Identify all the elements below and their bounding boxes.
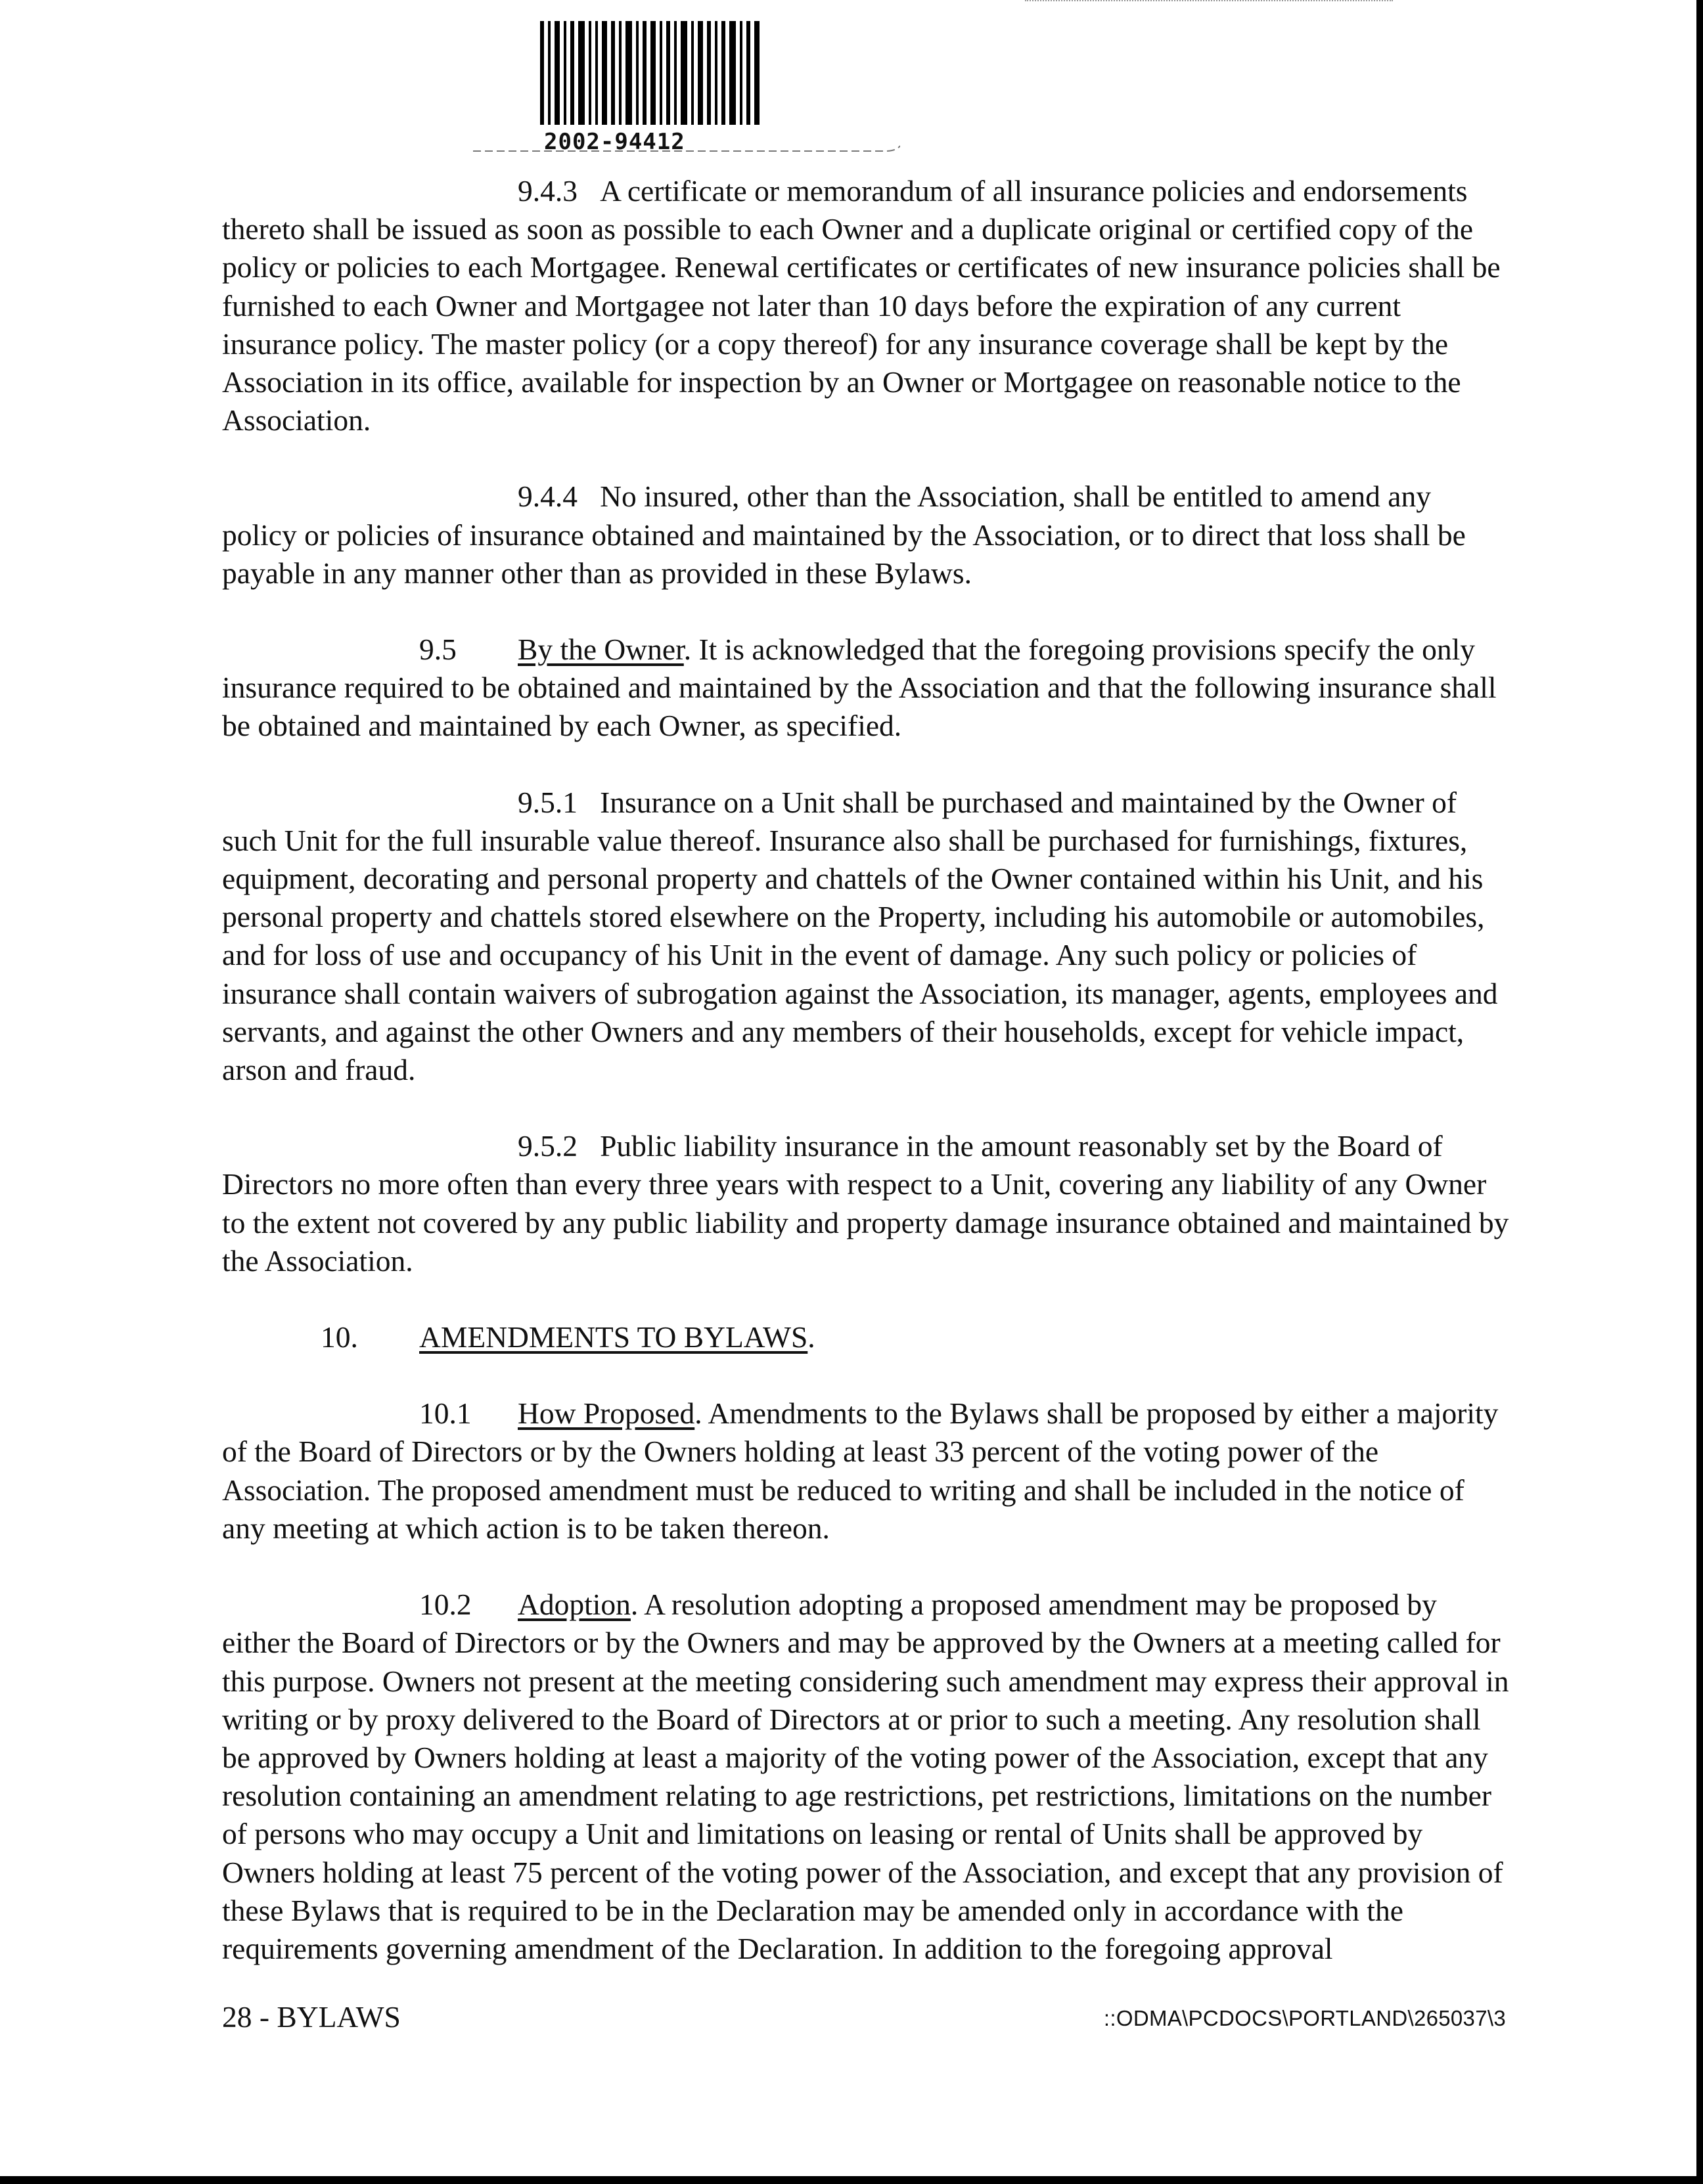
barcode-bars [540,21,842,125]
section-text: . It is acknowledged that the foregoing provisions specify the only insurance required to be obtained and maintained by the Association and that the following insurance shall be obtained and maintained by each Owner, as specified. [222,633,1497,743]
barcode-underline [473,145,900,154]
scan-border-bottom [0,2176,1703,2184]
section-heading: Adoption [518,1588,631,1622]
section-heading: By the Owner [518,633,684,667]
section-heading-trail: . [807,1320,815,1354]
section-9-4-3 [222,172,1511,439]
document-body [222,172,1511,2006]
section-number: 9.4.4 [518,479,578,514]
section-text: Insurance on a Unit shall be purchased and maintained by the Owner of such Unit for the full insurable value thereof. Insurance also shall be purchased for furnishings, fixtures, equipment, decorating and personal property and chattels of the Owner contained within his Unit, and his personal property and chattels stored elsewhere on the Property, including his automobile or automobiles, and for loss of use and occupancy of his Unit in the event of damage. Any such policy or policies of insurance shall contain waivers of subrogation against the Association, its manager, agents, employees and servants, and against the other Owners and any members of their households, except for vehicle impact, arson and fraud. [222,785,1498,1087]
section-text: . Amendments to the Bylaws shall be proposed by either a majority of the Board of Directors or by the Owners holding at least 33 percent of the voting power of the Association. The proposed amendment must be reduced to writing and shall be included in the notice of any meeting at which action is to be taken thereon. [222,1396,1499,1545]
footer-page-label: 28 - BYLAWS [222,2000,401,2034]
section-10-2 [222,1586,1511,1968]
section-9-5-2 [222,1127,1511,1280]
section-number: 10.2 [419,1588,472,1622]
section-9-5-1 [222,784,1511,1090]
section-number: 9.4.3 [518,174,578,208]
footer-doc-path: ::ODMA\PCDOCS\PORTLAND\265037\3 [1103,2006,1506,2030]
section-number: 10.1 [419,1396,472,1431]
barcode [540,21,842,155]
section-number: 10. [321,1320,358,1354]
section-heading: AMENDMENTS TO BYLAWS [419,1320,808,1354]
section-number: 9.5.1 [518,785,578,819]
section-text: A certificate or memorandum of all insurance policies and endorsements thereto shall be issued as soon as possible to each Owner and a duplicate original or certified copy of the policy or policies to each Mortgagee. Renewal certificates or certificates of new insurance policies shall be furnished to each Owner and Mortgagee not later than 10 days before the expiration of any current insurance policy. The master policy (or a copy thereof) for any insurance coverage shall be kept by the Association in its office, available for inspection by an Owner or Mortgagee on reasonable notice to the Association. [222,174,1501,437]
section-number: 9.5.2 [518,1129,578,1163]
section-text: Public liability insurance in the amount reasonably set by the Board of Directors no more often than every three years with respect to a Unit, covering any liability of any Owner to the extent not covered by any public liability and property damage insurance obtained and maintained by the Association. [222,1129,1509,1278]
section-10-heading [321,1318,1511,1356]
scan-border-right [1696,0,1703,2184]
section-heading: How Proposed [518,1396,695,1431]
section-9-4-4 [222,478,1511,592]
section-number: 9.5 [419,633,457,667]
top-scan-mark [1025,0,1393,5]
section-text: . A resolution adopting a proposed amendment may be proposed by either the Board of Directors or by the Owners and may be approved by the Owners at a meeting called for this purpose. Owners not present at the meeting considering such amendment may express their approval in writing or by proxy delivered to the Board of Directors at or prior to such a meeting. Any resolution shall be approved by Owners holding at least a majority of the voting power of the Association, except that any resolution containing an amendment relating to age restrictions, pet restrictions, limitations on the number of persons who may occupy a Unit and limitations on leasing or rental of Units shall be approved by Owners holding at least 75 percent of the voting power of the Association, and except that any provision of these Bylaws that is required to be in the Declaration may be amended only in accordance with the requirements governing amendment of the Declaration. In addition to the foregoing approval [222,1588,1509,1965]
section-10-1 [222,1394,1511,1548]
section-text: No insured, other than the Association, shall be entitled to amend any policy or policies of insurance obtained and maintained by the Association, or to direct that loss shall be payable in any manner other than as provided in these Bylaws. [222,479,1466,590]
section-9-5 [222,631,1511,746]
barcode-number: 2002-94412 [544,129,685,155]
